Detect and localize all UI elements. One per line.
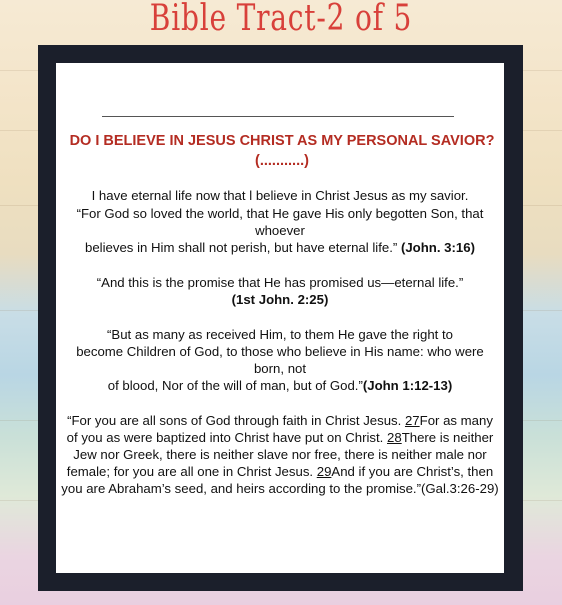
- heading-line: DO I BELIEVE IN JESUS CHRIST AS MY PERSONAL SAVIOR?: [69, 133, 495, 149]
- text-line: [56, 429, 504, 446]
- verse-text: For as many: [419, 413, 493, 428]
- divider: [102, 116, 454, 117]
- text-line: born, not: [253, 361, 307, 376]
- text-line: [56, 463, 504, 480]
- text-line: I have eternal life now that l believe in Christ Jesus as my savior.: [91, 188, 469, 203]
- verse-reference: (John. 3:16): [400, 240, 475, 255]
- text-line: [56, 412, 504, 429]
- verse-number: 27: [404, 413, 420, 428]
- text-line: “And this is the promise that He has promised us—eternal life.”: [96, 275, 464, 290]
- tract-heading: [60, 131, 504, 171]
- text-line: Jew nor Greek, there is neither slave nor free, there is neither male nor: [73, 447, 487, 462]
- text-line: you are Abraham’s seed, and heirs according to the promise.”(Gal.3:26-29): [61, 481, 499, 496]
- text-line: whoever: [255, 223, 305, 238]
- text-line: [60, 377, 500, 394]
- verse-number: 28: [387, 430, 402, 445]
- text-line: [60, 239, 500, 256]
- page-title: Bible Tract-2 of 5: [149, 0, 413, 39]
- verse-text: of blood, Nor of the will of man, but of God.”: [107, 378, 363, 393]
- text-line: become Children of God, to those who believe in His name: who were: [76, 344, 484, 359]
- verse-number: 29: [316, 464, 332, 479]
- text-line: “But as many as received Him, to them He gave the right to: [107, 327, 453, 342]
- verse-text: of you as were baptized into Christ have put on Christ.: [66, 430, 388, 445]
- verse-reference: (1st John. 2:25): [231, 292, 329, 307]
- verse-reference: (John 1:12-13): [362, 378, 453, 393]
- verse-text: “For you are all sons of God through faith in Christ Jesus.: [67, 413, 405, 428]
- heading-line: (...........): [255, 153, 309, 169]
- text-line: “For God so loved the world, that He gave His only begotten Son, that: [76, 206, 484, 221]
- verse-text: female; for you are all one in Christ Jesus.: [66, 464, 317, 479]
- verse-text: believes in Him shall not perish, but have eternal life.”: [85, 240, 398, 255]
- verse-text: And if you are Christ’s, then: [331, 464, 494, 479]
- verse-text: There is neither: [401, 430, 494, 445]
